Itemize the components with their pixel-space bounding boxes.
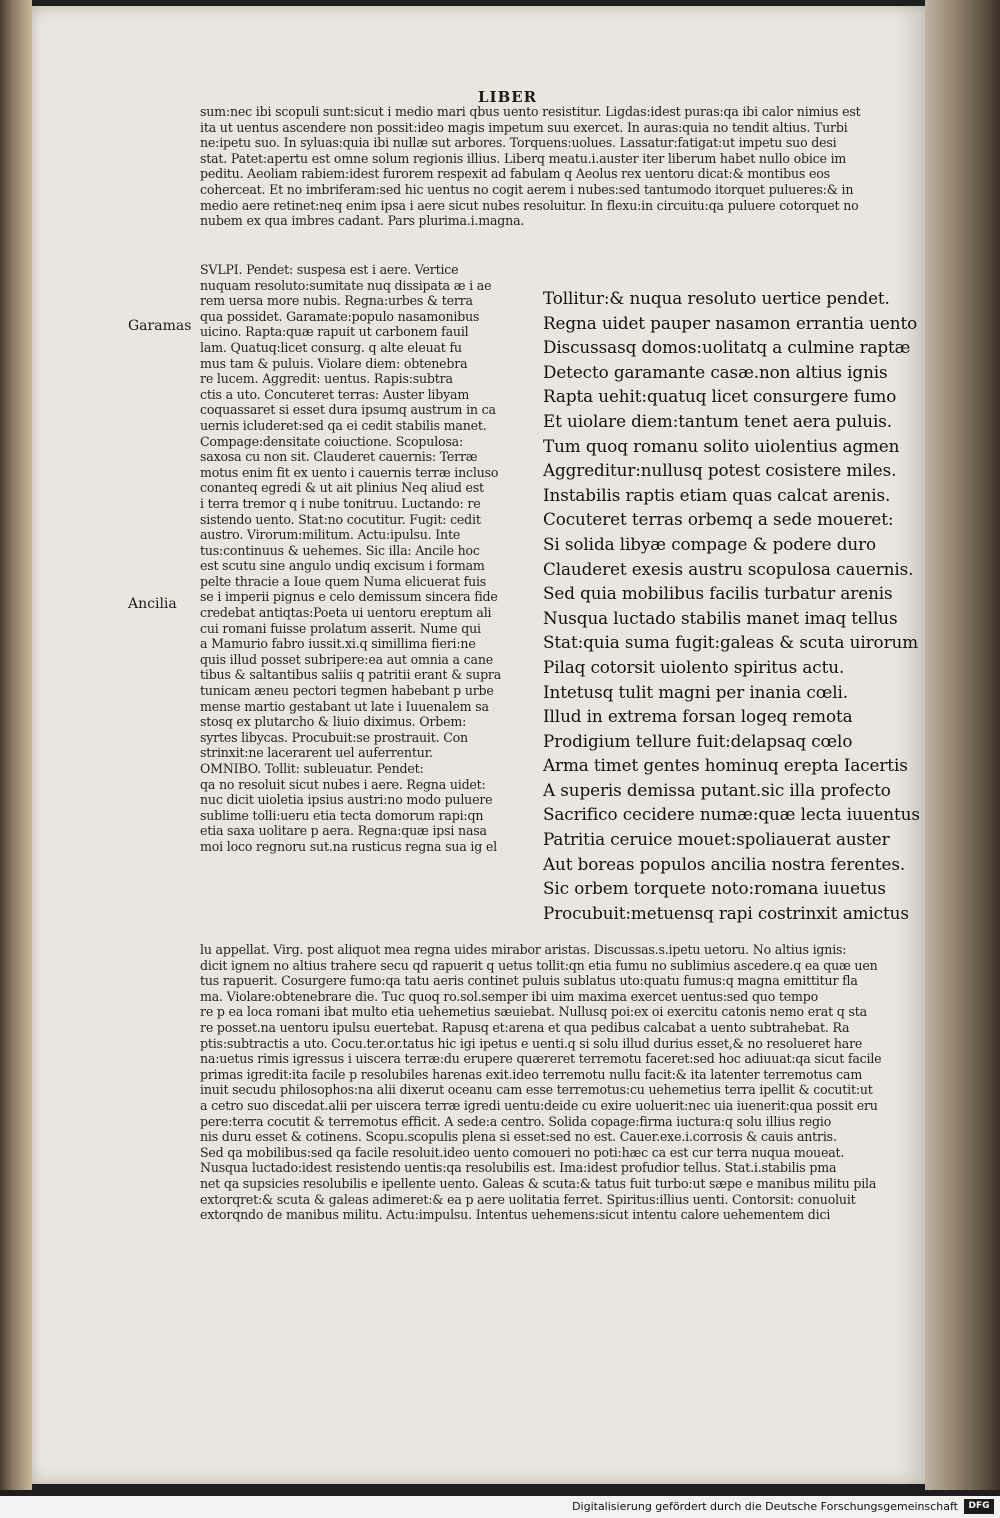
commentary-line: ctis a uto. Concuteret terras: Auster libyam [200,386,470,402]
dfg-logo: DFG [964,1499,994,1514]
commentary-line: i terra tremor q i nube tonitruu. Luctando: re [200,495,481,511]
verse-line: Tum quoq romanu solito uiolentius agmen [543,435,900,456]
footer-credit: Digitalisierung gefördert durch die Deutsche Forschungsgemeinschaft [572,1500,958,1513]
commentary-line: est scutu sine angulo undiq excisum i formam [200,558,485,574]
verse-line: Clauderet exesis austru scopulosa cauernis. [543,558,914,579]
verse-line: Et uiolare diem:tantum tenet aera puluis. [543,410,892,431]
running-head: LIBER [478,88,538,106]
commentary-line: tunicam æneu pectori tegmen habebant p urbe [200,683,494,699]
commentary-bottom [200,942,930,1223]
commentary-line: coherceat. Et no imbriferam:sed hic uentus no cogit aerem i nubes:sed tantumodo itorquet pulueres:& in [200,181,854,197]
commentary-line: re lucem. Aggredit: uentus. Rapis:subtra [200,371,453,387]
commentary-line: medio aere retinet:neq enim ipsa i aere sicut nubes resoluitur. In flexu:in circuitu:qa puluere cotorquet no [200,197,859,213]
verse-line: Instabilis raptis etiam quas calcat arenis. [543,484,891,505]
commentary-line: na:uetus rimis igressus i uiscera terræ:du erupere quæreret terremotu faceret:sed hoc adiuuat:qa sicut facile [200,1051,882,1067]
commentary-line: austro. Virorum:militum. Actu:ipulsu. Inte [200,527,461,543]
commentary-line: nuquam resoluto:sumitate nuq dissipata æ i ae [200,277,492,293]
commentary-line: Sed qa mobilibus:sed qa facile resoluit.ideo uento comoueri no poti:hæc ca est cur terra nuqua moueat. [200,1144,845,1160]
commentary-line: pelte thracie a Ioue quem Numa elicuerat fuis [200,573,487,589]
commentary-line: extorqret:& scuta & galeas adimeret:& ea p aere uolitatia ferret. Spiritus:illius uenti. Contorsit: conuoluit [200,1191,856,1207]
verse-line: Sic orbem torquete noto:romana iuuetus [543,878,886,899]
verse-text [543,286,928,925]
commentary-line: primas igredit:ita facile p resolubiles harenas exit.ideo terremotu nullu facit:& ita latenter terremotus cam [200,1066,863,1082]
commentary-line: stat. Patet:apertu est omne solum regionis illius. Liberq meatu.i.auster iter liberum habet nullo obice im [200,150,847,166]
commentary-line: rem uersa more nubis. Regna:urbes & terra [200,293,473,309]
commentary-line: re posset.na uentoru ipulsu euertebat. Rapusq et:arena et qua pedibus calcabat a uento subtrahebat. Ra [200,1019,850,1035]
commentary-line: sum:nec ibi scopuli sunt:sicut i medio mari qbus uento resistitur. Ligdas:idest puras:qa ibi calor nimius est [200,104,861,119]
verse-line: Rapta uehit:quatuq licet consurgere fumo [543,386,897,407]
commentary-line: a cetro suo discedat.alii per uiscera terræ igredi uentu:deide cu exire uoluerit:nec uia iuenerit:qua possit eru [200,1097,878,1113]
commentary-line: cui romani fuisse prolatum asserit. Nume qui [200,620,481,636]
commentary-line: etia saxa uolitare p aera. Regna:quæ ipsi nasa [200,823,487,839]
commentary-line: dicit ignem no altius trahere secu qd rapuerit q uetus tollit:qn etia fumu no sublimius ascedere.q ea quæ uen [200,957,878,973]
commentary-line: coquassaret si esset dura ipsumq austrum in ca [200,402,496,418]
margin-note-ancilia: Ancilia [128,596,177,612]
commentary-line: sublime tolli:ueru etia tecta domorum rapi:qn [200,807,484,823]
commentary-line: nubem ex qua imbres cadant. Pars plurima.i.magna. [200,213,525,229]
verse-line: Prodigium tellure fuit:delapsaq cœlo [543,730,853,751]
verse-line: Procubuit:metuensq rapi costrinxit amictus [543,902,909,923]
commentary-line: qua possidet. Garamate:populo nasamonibus [200,308,480,324]
commentary-line: tus rapuerit. Cosurgere fumo:qa tatu aeris continet puluis sublatus uto:quatu fumus:q magna emittitur fla [200,973,858,989]
verse-line: Nusqua luctado stabilis manet imaq tellus [543,607,898,628]
verse-line: Cocuteret terras orbemq a sede moueret: [543,509,894,530]
commentary-line: a Mamurio fabro iussit.xi.q simillima fieri:ne [200,636,476,652]
commentary-line: ita ut uentus ascendere non possit:ideo magis impetum suu exercet. In auras:quia no tendit altius. Turbi [200,119,848,135]
verse-line: A superis demissa putant.sic illa profecto [543,779,891,800]
commentary-line: peditu. Aeoliam rabiem:idest furorem respexit ad fabulam q Aeolus rex uentoru dicat:& montibus eos [200,166,830,182]
commentary-line: saxosa cu non sit. Clauderet cauernis: Terræ [200,449,478,465]
commentary-line: conanteq egredi & ut ait plinius Neq aliud est [200,480,484,496]
commentary-line: Nusqua luctado:idest resistendo uentis:qa resolubilis est. Ima:idest profudior tellus. Stat.i.stabilis pma [200,1160,837,1176]
verse-line: Discussasq domos:uolitatq a culmine raptæ [543,337,911,358]
commentary-line: quis illud posset subripere:ea aut omnia a cane [200,651,493,667]
commentary-line: stosq ex plutarcho & liuio diximus. Orbem: [200,714,467,730]
book-edge-left [0,0,32,1490]
commentary-line: lu appellat. Virg. post aliquot mea regna uides mirabor aristas. Discussas.s.ipetu uetoru. No altius ignis: [200,942,847,957]
commentary-line: inuit secudu philosophos:na alii dixerut oceanu cam esse terremotus:cu uehemetius terra ipellit & cocutit:ut [200,1082,873,1098]
commentary-line: credebat antiqtas:Poeta ui uentoru ereptum ali [200,605,492,621]
verse-line: Tollitur:& nuqua resoluto uertice pendet. [543,288,890,308]
commentary-line: pere:terra cocutit & terremotus efficit. A sede:a centro. Solida copage:firma iuctura:q solu illius regio [200,1113,832,1129]
verse-line: Illud in extrema forsan logeq remota [543,706,853,727]
commentary-line: motus enim fit ex uento i cauernis terræ incluso [200,464,499,480]
commentary-line: ne:ipetu suo. In syluas:quia ibi nullæ sut arbores. Torquens:uolues. Lassatur:fatigat:ut impetu suo desi [200,135,837,151]
commentary-line: uernis icluderet:sed qa ei cedit stabilis manet. [200,417,487,433]
commentary-line: Compage:densitate coiuctione. Scopulosa: [200,433,464,449]
commentary-line: sistendo uento. Stat:no cocutitur. Fugit: cedit [200,511,481,527]
commentary-line: mus tam & puluis. Violare diem: obtenebra [200,355,468,371]
commentary-line: net qa supsicies resolubilis e ipellente uento. Galeas & scuta:& tatus fuit turbo:ut sæpe e manibus militu pila [200,1175,877,1191]
book-edge-right [925,0,1000,1490]
verse-line: Sed quia mobilibus facilis turbatur arenis [543,583,893,604]
verse-line: Pilaq cotorsit uiolento spiritus actu. [543,656,845,677]
commentary-line: syrtes libycas. Procubuit:se prostrauit. Con [200,729,468,745]
commentary-line: nis duru esset & cotinens. Scopu.scopulis plena si esset:sed no est. Cauer.exe.i.corrosis & cauis antris. [200,1129,837,1145]
verse-line: Sacrifico cecidere numæ:quæ lecta iuuentus [543,804,920,825]
verse-line: Si solida libyæ compage & podere duro [543,533,877,554]
verse-line: Intetusq tulit magni per inania cœli. [543,681,848,702]
commentary-line: strinxit:ne lacerarent uel auferrentur. [200,745,433,761]
verse-line: Aut boreas populos ancilia nostra ferentes. [543,853,906,874]
commentary-line: moi loco regnoru sut.na rusticus regna sua ig el [200,838,497,854]
margin-note-garamas: Garamas [128,318,192,334]
commentary-line: uicino. Rapta:quæ rapuit ut carbonem fauil [200,324,469,340]
commentary-line: se i imperii pignus e celo demissum sincera fide [200,589,498,605]
verse-line: Patritia ceruice mouet:spoliauerat auster [543,829,890,850]
commentary-line: extorqndo de manibus militu. Actu:impulsu. Intentus uehemens:sicut intentu calore uehementem dici [200,1207,831,1223]
commentary-line: ptis:subtractis a uto. Cocu.ter.or.tatus hic igi ipetus e uenti.q si solu illud durius esset,& no resolueret hare [200,1035,863,1051]
commentary-line: mense martio gestabant ut late i Iuuenalem sa [200,698,489,714]
commentary-line: re p ea loca romani ibat multo etia uehemetius sæuiebat. Nullusq poi:ex oi exercitu catonis nemo erat q sta [200,1004,867,1020]
commentary-line: ma. Violare:obtenebrare die. Tuc quoq ro.sol.semper ibi uim maxima exercet uentus:sed quo tempo [200,988,818,1004]
commentary-top [200,104,930,229]
commentary-line: tibus & saltantibus saliis q patritii erant & supra [200,667,502,683]
commentary-line: OMNIBO. Tollit: subleuatur. Pendet: [200,761,424,776]
commentary-line: tus:continuus & uehemes. Sic illa: Ancile hoc [200,542,480,558]
verse-line: Detecto garamante casæ.non altius ignis [543,361,888,382]
commentary-line: qa no resoluit sicut nubes i aere. Regna uidet: [200,776,486,792]
verse-line: Aggreditur:nullusq potest cosistere miles. [543,460,897,481]
verse-line: Stat:quia suma fugit:galeas & scuta uirorum [543,632,919,653]
commentary-line: SVLPI. Pendet: suspesa est i aere. Vertice [200,262,459,277]
verse-line: Arma timet gentes hominuq erepta Iacertis [543,755,908,776]
verse-line: Regna uidet pauper nasamon errantia uento [543,312,918,333]
commentary-line: lam. Quatuq:licet consurg. q alte eleuat fu [200,339,462,355]
commentary-line: nuc dicit uioletia ipsius austri:no modo puluere [200,792,493,808]
commentary-left [200,262,540,855]
